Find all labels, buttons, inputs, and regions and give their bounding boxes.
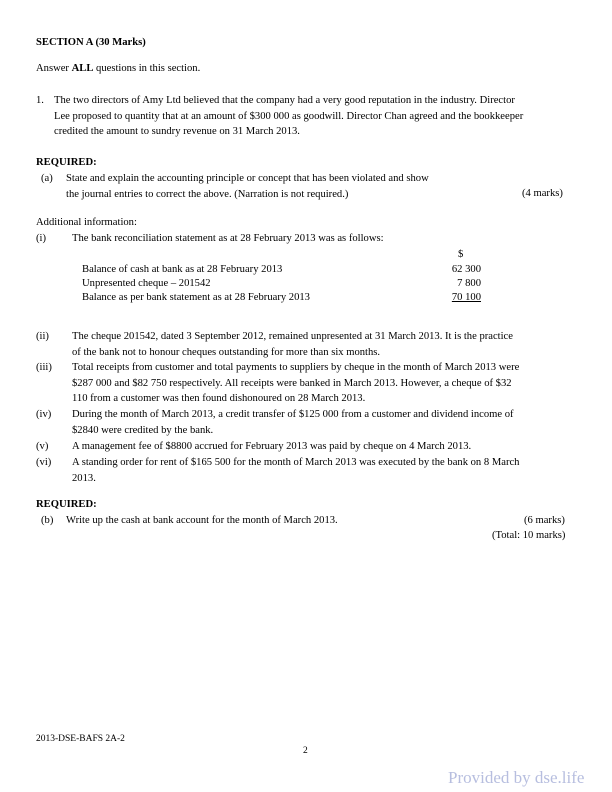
part-b-marks: (6 marks) <box>524 515 565 526</box>
item-i-text: The bank reconciliation statement as at 28 February 2013 was as follows: <box>72 233 384 244</box>
question-number: 1. <box>36 95 44 106</box>
item-ii-line-2: of the bank not to honour cheques outstanding for more than six months. <box>72 346 381 358</box>
table-row-label: Balance as per bank statement as at 28 February 2013 <box>82 292 310 303</box>
total-marks: (Total: 10 marks) <box>492 530 566 541</box>
part-b-label: (b) <box>41 515 54 526</box>
table-row-label: Unpresented cheque – 201542 <box>82 278 211 289</box>
item-iii-line-3: 110 from a customer was then found dishonoured on 28 March 2013. <box>72 393 366 404</box>
item-iv-line-2: $2840 were credited by the bank. <box>72 424 214 436</box>
part-b-text: Write up the cash at bank account for the month of March 2013. <box>66 515 338 526</box>
item-vi-line-2: 2013. <box>72 472 96 484</box>
instruction-post: questions in this section. <box>93 63 201 74</box>
exam-code: 2013-DSE-BAFS 2A-2 <box>36 734 125 744</box>
part-a-line-2: the journal entries to correct the above. (Narration is not required.) <box>66 188 349 200</box>
table-row-value-total <box>420 292 481 303</box>
item-iv-label: (iv) <box>36 409 52 420</box>
item-v-text: A management fee of $8800 accrued for February 2013 was paid by cheque on 4 March 2013. <box>72 441 472 452</box>
item-ii-text <box>72 329 513 360</box>
question-line-2: Lee proposed to quantity that at an amount of $300 000 as goodwill. Director Chan agreed and the bookkeeper <box>54 110 524 122</box>
table-row-value: 62 300 <box>451 264 481 275</box>
instruction-bold: ALL <box>71 63 94 74</box>
item-iii-text <box>72 360 519 407</box>
part-a-marks: (4 marks) <box>522 188 563 199</box>
item-ii-label: (ii) <box>36 331 49 342</box>
required-heading-b: REQUIRED: <box>36 499 97 510</box>
item-iv-text <box>72 407 514 438</box>
question-line-3: credited the amount to sundry revenue on 31 March 2013. <box>54 126 300 137</box>
question-text <box>54 93 578 140</box>
item-vi-line-1: A standing order for rent of $165 500 for the month of March 2013 was executed by the bank on 8 March <box>72 457 520 468</box>
part-a-text <box>66 171 429 202</box>
item-iv-line-1: During the month of March 2013, a credit transfer of $125 000 from a customer and dividend income of <box>72 409 514 420</box>
additional-heading: Additional information: <box>36 217 137 228</box>
page-number: 2 <box>303 746 308 756</box>
question-line-1: The two directors of Amy Ltd believed that the company had a very good reputation in the industry. Director <box>54 95 515 106</box>
currency-header: $ <box>458 249 464 260</box>
item-iii-line-2: $287 000 and $82 750 respectively. All receipts were banked in March 2013. However, a cheque of $32 <box>72 377 512 389</box>
instruction-pre: Answer <box>36 63 72 74</box>
item-iii-label: (iii) <box>36 362 52 373</box>
total-value: 70 100 <box>451 292 481 303</box>
item-iii-line-1: Total receipts from customer and total payments to suppliers by cheque in the month of March 2013 were <box>72 362 520 373</box>
item-vi-label: (vi) <box>36 457 52 468</box>
section-title: SECTION A (30 Marks) <box>36 37 146 48</box>
section-instruction <box>36 63 200 74</box>
table-row-value: 7 800 <box>457 278 481 289</box>
table-row-label: Balance of cash at bank as at 28 February 2013 <box>82 264 283 275</box>
item-v-label: (v) <box>36 441 49 452</box>
part-a-label: (a) <box>41 173 53 184</box>
item-i-label: (i) <box>36 233 46 244</box>
item-vi-text <box>72 455 519 486</box>
required-heading-a: REQUIRED: <box>36 157 97 168</box>
part-a-line-1: State and explain the accounting principle or concept that has been violated and show <box>66 173 429 184</box>
item-ii-line-1: The cheque 201542, dated 3 September 2012, remained unpresented at 31 March 2013. It is the practice <box>72 331 513 342</box>
watermark: Provided by dse.life <box>448 768 585 787</box>
